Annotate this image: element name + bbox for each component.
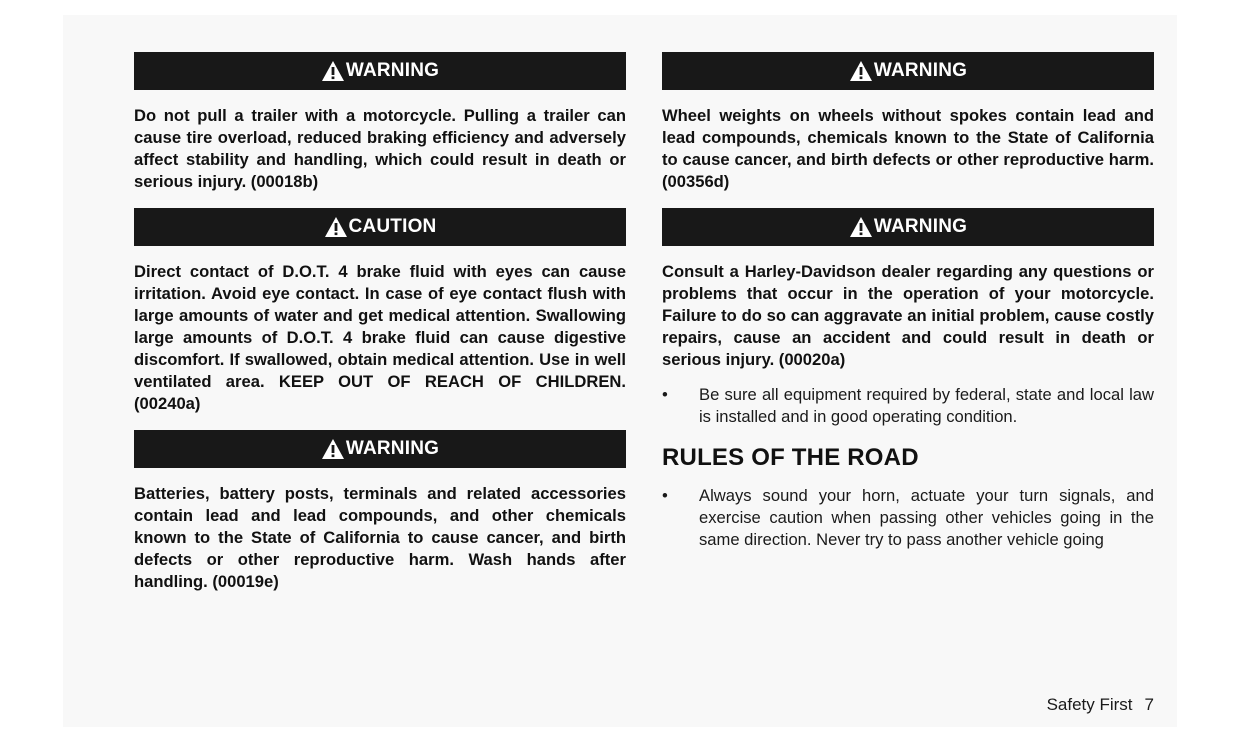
right-column (662, 52, 1154, 551)
footer-section-title: Safety First (1046, 695, 1133, 714)
trailer-warning-text: Do not pull a trailer with a motorcycle. Pulling a trailer can cause tire overload, reduced braking efficiency and adversely affect stability and handling, which could result in death or serious injury. (00018b) (134, 106, 626, 191)
banner-label: CAUTION (348, 216, 437, 237)
banner-label: WARNING (345, 60, 440, 81)
banner-label: WARNING (345, 438, 440, 459)
dealer-warning-text: Consult a Harley-Davidson dealer regarding any questions or problems that occur in the operation of your motorcycle. Failure to do so can aggravate an initial problem, cause costly repairs, cause an accident and could result in death or serious injury. (00020a) (662, 262, 1154, 369)
bullet-text: Always sound your horn, actuate your turn signals, and exercise caution when passing other vehicles going in the same direction. Never try to pass another vehicle going (699, 486, 1154, 549)
warning-triangle-icon (849, 60, 873, 82)
banner-label: WARNING (873, 216, 968, 237)
brake-fluid-caution-text: Direct contact of D.O.T. 4 brake fluid with eyes can cause irritation. Avoid eye contact. In case of eye contact flush with large amounts of water and get medical attention. Swallowing large amounts of D.O.T. 4 brake fluid can cause digestive discomfort. If swallowed, obtain medical attention. Use in well ventilated area. KEEP OUT OF REACH OF CHILDREN. (00240a) (134, 262, 626, 413)
warning-banner (662, 208, 1154, 246)
section-heading: RULES OF THE ROAD (662, 444, 919, 471)
battery-warning-text: Batteries, battery posts, terminals and related accessories contain lead and lead compounds, and other chemicals known to the State of California to cause cancer, and birth defects or other reproductive harm. Wash hands after handling. (00019e) (134, 484, 626, 591)
page-footer (1047, 695, 1154, 715)
warning-banner (134, 430, 626, 468)
bullet-text: Be sure all equipment required by federal, state and local law is installed and in good operating condition. (699, 385, 1154, 426)
bullet-icon: • (662, 486, 668, 505)
warning-banner (134, 52, 626, 90)
wheel-weights-warning-text: Wheel weights on wheels without spokes contain lead and lead compounds, chemicals known to the State of California to cause cancer, and birth defects or other reproductive harm. (00356d) (662, 106, 1154, 191)
bullet-icon: • (662, 385, 668, 404)
list-item (662, 485, 1154, 551)
list-item (662, 384, 1154, 428)
caution-banner (134, 208, 626, 246)
warning-triangle-icon (321, 438, 345, 460)
warning-triangle-icon (321, 60, 345, 82)
warning-triangle-icon (849, 216, 873, 238)
page-number: 7 (1144, 695, 1154, 714)
caution-triangle-icon (324, 216, 348, 238)
banner-label: WARNING (873, 60, 968, 81)
left-column (134, 52, 626, 593)
warning-banner (662, 52, 1154, 90)
